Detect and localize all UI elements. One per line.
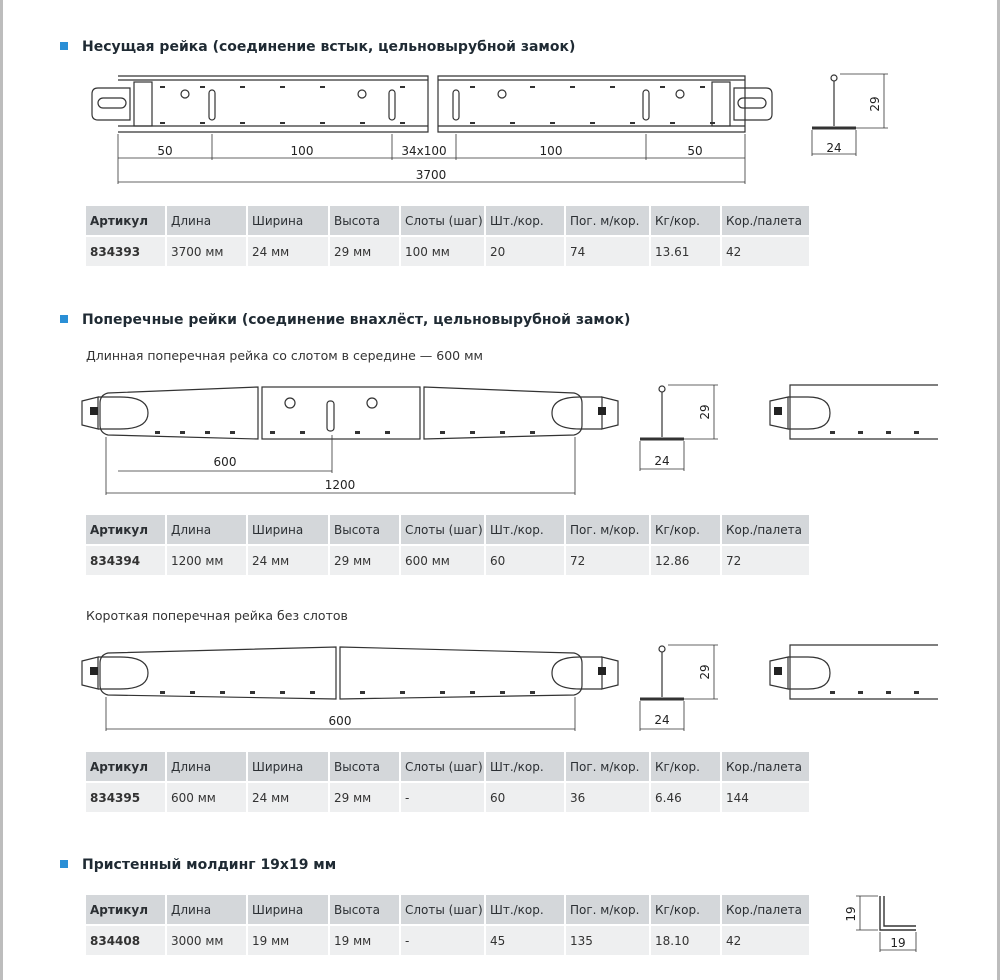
section-bullet bbox=[60, 860, 68, 868]
profile-width: 24 bbox=[654, 713, 670, 727]
section-title-wall-molding: Пристенный молдинг 19x19 мм bbox=[60, 857, 336, 873]
section-title-cross-tees: Поперечные рейки (соединение внахлёст, цельновырубной замок) bbox=[60, 312, 630, 328]
dim-1200-total: 1200 bbox=[324, 478, 356, 492]
section-title-main-runner: Несущая рейка (соединение встык, цельновырубной замок) bbox=[60, 39, 575, 55]
profile-height: 29 bbox=[698, 664, 712, 680]
profile-width: 24 bbox=[826, 141, 842, 155]
subtitle-long-cross-tee: Длинная поперечная рейка со слотом в середине — 600 мм bbox=[86, 348, 483, 363]
profile-height: 29 bbox=[698, 404, 712, 420]
profile-height: 29 bbox=[868, 96, 882, 112]
dim-34x100: 34x100 bbox=[401, 144, 447, 158]
short-cross-tee-drawing bbox=[0, 635, 1000, 735]
section-bullet bbox=[60, 315, 68, 323]
table-header-row: Артикул Длина Ширина Высота Слоты (шаг) Шт./кор. Пог. м/кор. Кг/кор. Кор./палета bbox=[86, 206, 809, 236]
table-row: 834408 3000 мм 19 мм 19 мм - 45 135 18.10 42 bbox=[86, 925, 809, 955]
profile-t-icon bbox=[812, 75, 856, 128]
profile-width: 24 bbox=[654, 454, 670, 468]
spec-table-834395 bbox=[86, 752, 809, 812]
long-cross-tee-drawing bbox=[0, 375, 1000, 500]
dim-600-half: 600 bbox=[213, 455, 237, 469]
end-detail-drawing bbox=[770, 385, 938, 439]
dim-total-3700: 3700 bbox=[415, 168, 447, 182]
dim-50-left: 50 bbox=[157, 144, 173, 158]
main-runner-drawing bbox=[0, 60, 1000, 200]
dim-100-right: 100 bbox=[539, 144, 563, 158]
end-detail-drawing bbox=[770, 645, 938, 699]
dim-50-right: 50 bbox=[687, 144, 703, 158]
section-bullet bbox=[60, 42, 68, 50]
angle-profile-icon bbox=[880, 896, 916, 930]
spec-table-834394 bbox=[86, 515, 809, 575]
spec-table-834393 bbox=[86, 206, 809, 266]
profile-t-icon bbox=[640, 386, 684, 439]
molding-width: 19 bbox=[890, 936, 906, 950]
table-header-row: Артикул Длина Ширина Высота Слоты (шаг) Шт./кор. Пог. м/кор. Кг/кор. Кор./палета bbox=[86, 515, 809, 545]
molding-height: 19 bbox=[844, 906, 858, 922]
subtitle-short-cross-tee: Короткая поперечная рейка без слотов bbox=[86, 608, 348, 623]
profile-t-icon bbox=[640, 646, 684, 699]
table-header-row: Артикул Длина Ширина Высота Слоты (шаг) Шт./кор. Пог. м/кор. Кг/кор. Кор./палета bbox=[86, 752, 809, 782]
dim-600-total: 600 bbox=[328, 714, 352, 728]
table-row: 834393 3700 мм 24 мм 29 мм 100 мм 20 74 13.61 42 bbox=[86, 236, 809, 266]
table-header-row: Артикул Длина Ширина Высота Слоты (шаг) Шт./кор. Пог. м/кор. Кг/кор. Кор./палета bbox=[86, 895, 809, 925]
table-row: 834394 1200 мм 24 мм 29 мм 600 мм 60 72 12.86 72 bbox=[86, 545, 809, 575]
dim-100-left: 100 bbox=[290, 144, 314, 158]
table-row: 834395 600 мм 24 мм 29 мм - 60 36 6.46 144 bbox=[86, 782, 809, 812]
wall-molding-drawing bbox=[0, 890, 1000, 960]
